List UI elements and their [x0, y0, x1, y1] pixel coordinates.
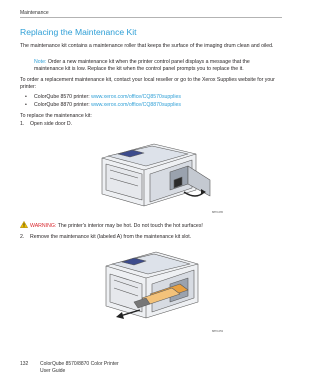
- bullet-icon: •: [25, 94, 27, 100]
- step-1: [20, 121, 72, 128]
- note: [34, 59, 280, 73]
- order-paragraph: To order a replacement maintenance kit, contact your local reseller or go to the Xerox Supplies website for your printer:: [20, 77, 275, 90]
- running-header: Maintenance: [20, 10, 49, 16]
- warning-text: The printer's interior may be hot. Do not touch the hot surfaces!: [57, 223, 203, 229]
- printer-door-open-illustration: [84, 136, 224, 216]
- step-number: 2.: [20, 234, 25, 240]
- supplies-link[interactable]: www.xerox.com/office/CQ8570supplies: [91, 94, 181, 100]
- supplies-link[interactable]: www.xerox.com/office/CQ8870supplies: [91, 102, 181, 108]
- product-name: ColorQube 8570/8870 Color Printer: [40, 361, 119, 367]
- note-text: Order a new maintenance kit when the printer control panel displays a message that the maintenance kit is low. Replace the kit when the control panel prompts you to replace the it.: [34, 59, 250, 72]
- list-item-label: ColorQube 8570 printer:: [34, 94, 90, 100]
- figure-code: 8870-065: [212, 211, 223, 214]
- page-footer: [20, 361, 119, 374]
- replace-intro: To replace the maintenance kit:: [20, 113, 92, 119]
- page-number: 132: [20, 361, 29, 367]
- note-label: Note:: [34, 59, 47, 65]
- warning-label: WARNING:: [30, 223, 57, 229]
- bullet-icon: •: [25, 102, 27, 108]
- list-item-label: ColorQube 8870 printer:: [34, 102, 90, 108]
- page-title: Replacing the Maintenance Kit: [20, 27, 137, 37]
- list-item: [25, 102, 181, 109]
- guide-name: User Guide: [40, 367, 66, 374]
- header-rule: [20, 17, 282, 18]
- warning-icon: [20, 221, 28, 228]
- step-text: Open side door D.: [30, 121, 73, 127]
- warning: [20, 221, 203, 230]
- remove-maintenance-kit-illustration: [84, 244, 224, 336]
- intro-paragraph: The maintenance kit contains a maintenance roller that keeps the surface of the imaging drum clean and oiled.: [20, 43, 274, 49]
- figure-code: 8870-053: [212, 330, 223, 333]
- step-2: [20, 234, 191, 241]
- list-item: [25, 94, 181, 101]
- step-text: Remove the maintenance kit (labeled A) from the maintenance kit slot.: [30, 234, 192, 240]
- step-number: 1.: [20, 121, 25, 127]
